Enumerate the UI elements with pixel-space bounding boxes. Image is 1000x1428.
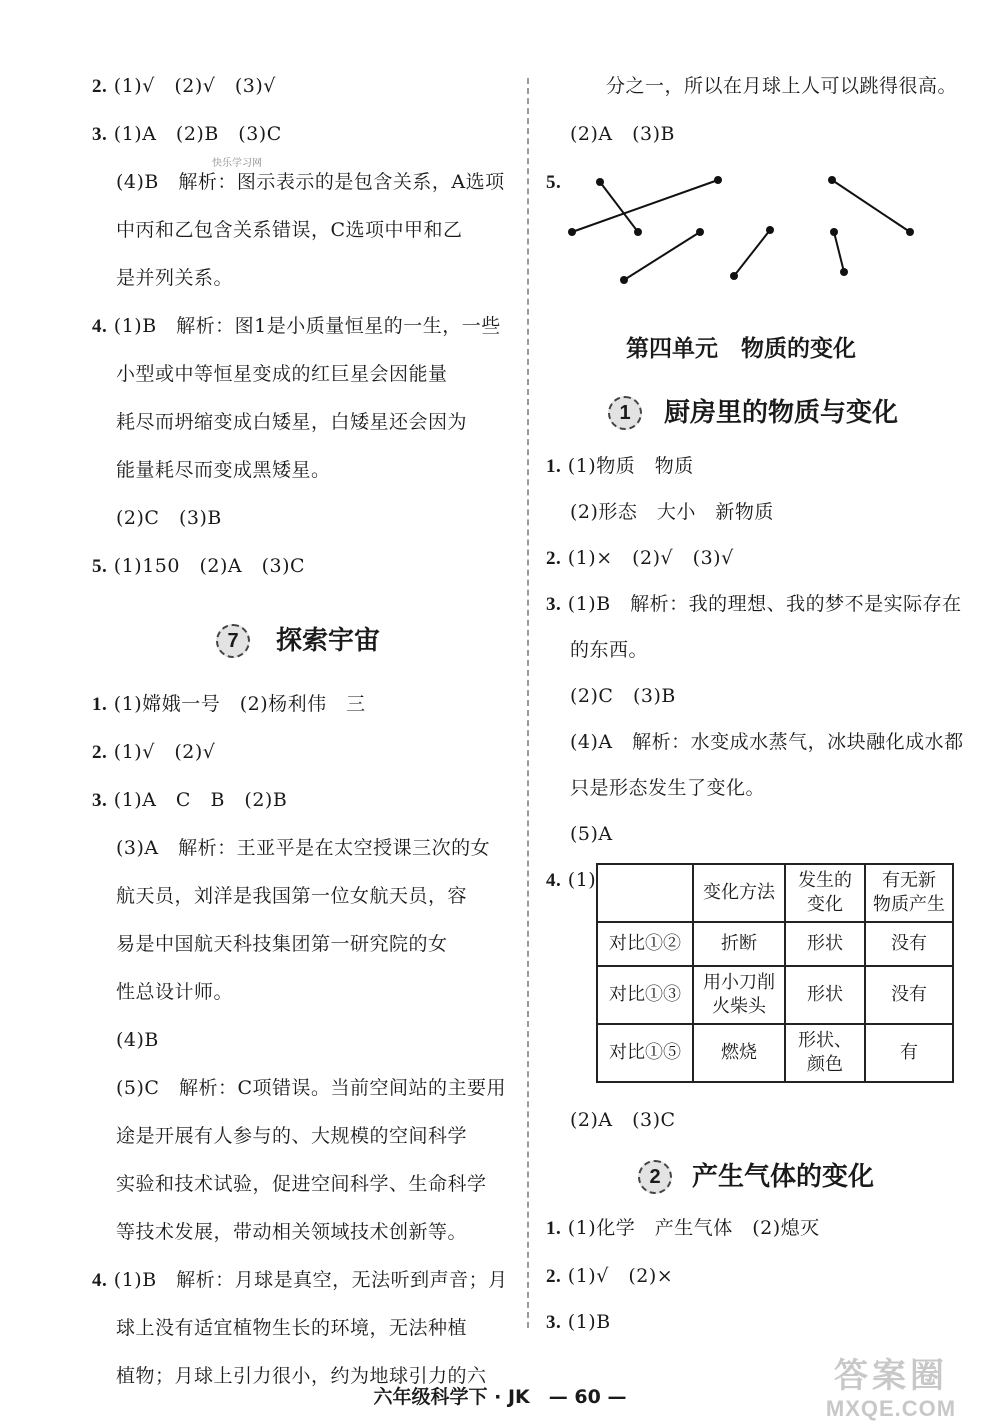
answer-line: (2)C (3)B: [116, 507, 222, 529]
match-line: [834, 232, 844, 272]
table-cell: 燃烧: [693, 1024, 785, 1082]
table-cell: 没有: [865, 922, 953, 966]
match-dot: [730, 272, 738, 280]
table-cell: 形状、 颜色: [785, 1024, 865, 1082]
match-dot: [596, 178, 604, 186]
match-dot: [906, 228, 914, 236]
answer-line: 途是开展有人参与的、大规模的空间科学: [116, 1125, 468, 1147]
matching-lines-diagram: [560, 162, 960, 292]
match-dot: [568, 228, 576, 236]
answer-line: (4)B: [116, 1029, 159, 1051]
answer-line: (2)形态 大小 新物质: [570, 501, 774, 523]
match-dot: [830, 228, 838, 236]
answer-line: 4. (1)B 解析：月球是真空，无法听到声音；月: [92, 1269, 508, 1291]
section-1-badge: 1: [608, 396, 642, 430]
answer-line: (2)C (3)B: [570, 685, 676, 707]
table-cell: [597, 864, 693, 922]
answer-line: 只是形态发生了变化。: [570, 777, 766, 799]
comparison-table: [596, 863, 954, 1083]
answer-line: 5. (1)150 (2)A (3)C: [92, 555, 306, 577]
section-7-title: 探索宇宙: [276, 626, 381, 656]
answer-line: 4. (1): [546, 869, 597, 891]
table-header-row: [597, 864, 953, 922]
section-1-title: 厨房里的物质与变化: [664, 398, 899, 428]
answer-line: 实验和技术试验，促进空间科学、生命科学: [116, 1173, 487, 1195]
unit-title: 第四单元 物质的变化: [626, 336, 856, 362]
section-7-badge: 7: [216, 624, 250, 658]
table-row: [597, 966, 953, 1024]
table-cell: 没有: [865, 966, 953, 1024]
page-footer: 六年级科学下 · JK — 60 —: [373, 1386, 627, 1408]
match-dot: [620, 276, 628, 284]
answer-line: 5.: [546, 172, 562, 193]
answer-line: 1. (1)化学 产生气体 (2)熄灭: [546, 1217, 820, 1239]
match-line: [624, 232, 700, 280]
match-dot: [634, 228, 642, 236]
answer-line: 2. (1)× (2)√ (3)√: [546, 547, 734, 569]
answer-line: 航天员，刘洋是我国第一位女航天员，容: [116, 885, 468, 907]
table-cell: 有无新 物质产生: [865, 864, 953, 922]
answer-line: 分之一，所以在月球上人可以跳得很高。: [606, 75, 958, 97]
answer-line: 3. (1)A (2)B (3)C: [92, 123, 282, 145]
match-line: [600, 182, 638, 232]
watermark-logo-text: 答案圈: [834, 1357, 948, 1395]
match-dot: [714, 176, 722, 184]
answer-line: 耗尽而坍缩变成白矮星，白矮星还会因为: [116, 411, 468, 433]
match-line: [572, 180, 718, 232]
table-cell: 对比①③: [597, 966, 693, 1024]
answer-line: 性总设计师。: [116, 981, 234, 1003]
answer-line: 2. (1)√ (2)√: [92, 741, 216, 763]
site-watermark: [796, 1356, 986, 1426]
table-row: [597, 922, 953, 966]
answer-line: 3. (1)B: [546, 1311, 611, 1333]
table-cell: 对比①②: [597, 922, 693, 966]
answer-line: 小型或中等恒星变成的红巨星会因能量: [116, 363, 448, 385]
match-dot: [840, 268, 848, 276]
section-2-badge: 2: [638, 1160, 672, 1194]
answer-line: 2. (1)√ (2)×: [546, 1265, 674, 1287]
match-dot: [766, 226, 774, 234]
answer-line: 球上没有适宜植物生长的环境，无法种植: [116, 1317, 468, 1339]
answer-line: (5)C 解析：C项错误。当前空间站的主要用: [116, 1077, 506, 1099]
table-row: [597, 1024, 953, 1082]
table-cell: 发生的 变化: [785, 864, 865, 922]
answer-line: 的东西。: [570, 639, 649, 661]
answer-line: 是并列关系。: [116, 267, 234, 289]
answer-line: 2. (1)√ (2)√ (3)√: [92, 75, 276, 97]
table-cell: 有: [865, 1024, 953, 1082]
answer-line: 中丙和乙包含关系错误，C选项中甲和乙: [116, 219, 463, 241]
answer-line: (2)A (3)B: [570, 123, 676, 145]
table-cell: 折断: [693, 922, 785, 966]
match-dot: [696, 228, 704, 236]
answer-line: 3. (1)A C B (2)B: [92, 789, 288, 811]
match-dot: [828, 176, 836, 184]
answer-line: 易是中国航天科技集团第一研究院的女: [116, 933, 448, 955]
column-divider: [527, 78, 529, 1328]
answer-line: 植物；月球上引力很小，约为地球引力的六: [116, 1365, 487, 1387]
table-cell: 用小刀削 火柴头: [693, 966, 785, 1024]
answer-line: 1. (1)嫦娥一号 (2)杨利伟 三: [92, 693, 366, 715]
section-2-title: 产生气体的变化: [692, 1162, 875, 1192]
answer-line: (2)A (3)C: [570, 1109, 676, 1131]
table-cell: 变化方法: [693, 864, 785, 922]
faint-stamp: 快乐学习网: [212, 158, 262, 169]
watermark-url: MXQE.COM: [825, 1396, 957, 1421]
table-cell: 对比①⑤: [597, 1024, 693, 1082]
answer-line: (4)B 解析：图示表示的是包含关系，A选项: [116, 171, 505, 193]
answer-line: (4)A 解析：水变成水蒸气，冰块融化成水都: [570, 731, 964, 753]
match-line: [734, 230, 770, 276]
match-line: [832, 180, 910, 232]
answer-line: 1. (1)物质 物质: [546, 455, 694, 477]
answer-line: 3. (1)B 解析：我的理想、我的梦不是实际存在: [546, 593, 962, 615]
answer-line: (3)A 解析：王亚平是在太空授课三次的女: [116, 837, 491, 859]
answer-line: (5)A: [570, 823, 613, 845]
answer-line: 等技术发展，带动相关领域技术创新等。: [116, 1221, 468, 1243]
answer-line: 4. (1)B 解析：图1是小质量恒星的一生，一些: [92, 315, 501, 337]
answer-line: 能量耗尽而变成黑矮星。: [116, 459, 331, 481]
table-cell: 形状: [785, 966, 865, 1024]
table-cell: 形状: [785, 922, 865, 966]
